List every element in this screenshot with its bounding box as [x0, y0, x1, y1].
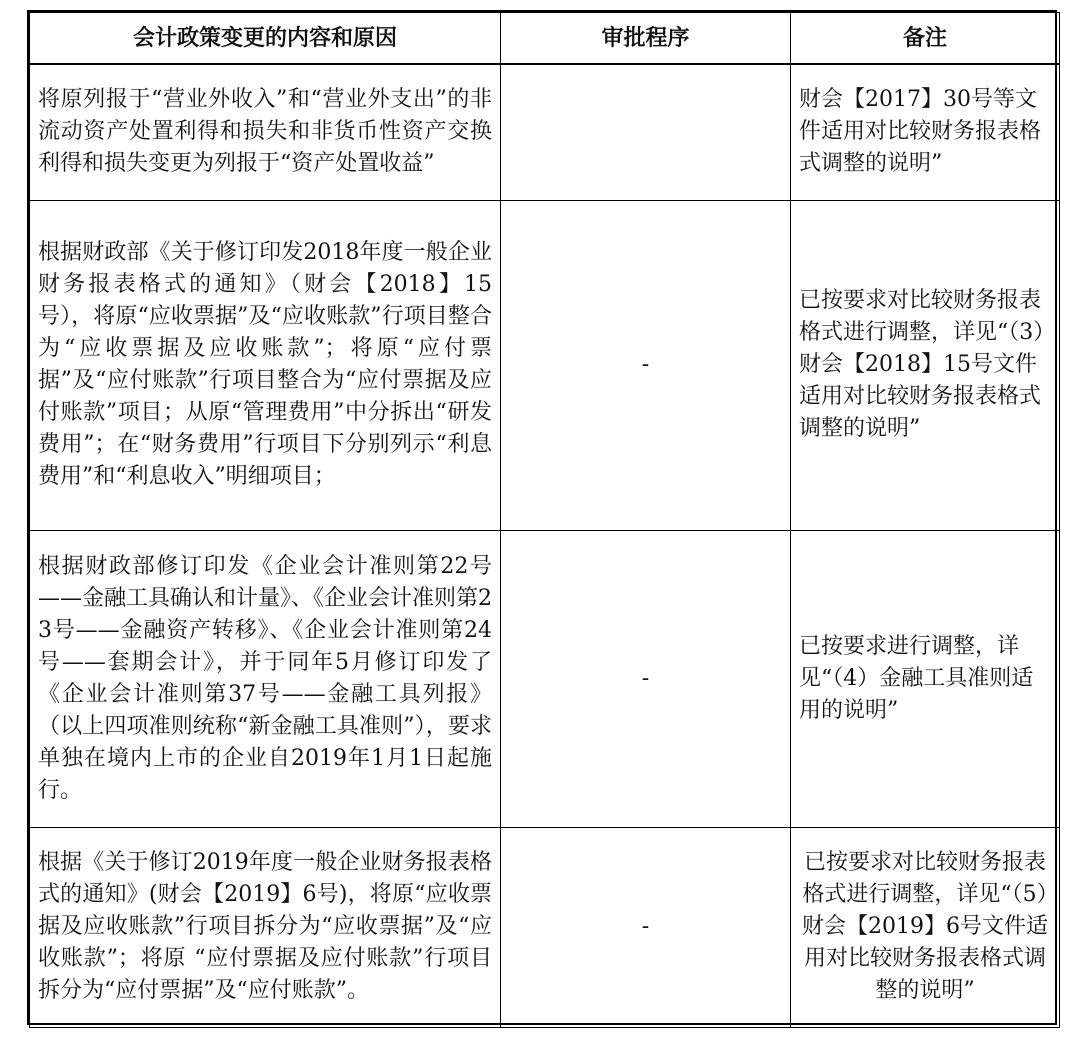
- table-row: [30, 200, 1060, 530]
- cell-content: 根据《关于修订2019年度一般企业财务报表格式的通知》(财会【2019】6号)，将原“应收票据及应收账款”行项目拆分为“应收票据”及“应收账款”；将原 “应付票据及应付账款”行项目拆分为“应付票据”及“应付账款”。: [30, 827, 501, 1027]
- table-row: [30, 530, 1060, 827]
- table-row: [30, 64, 1060, 200]
- cell-note: 已按要求对比较财务报表格式进行调整，详见“（5）财会【2019】6号文件适用对比较财务报表格式调整的说明”: [791, 827, 1060, 1027]
- table-header-row: [30, 13, 1060, 65]
- cell-note: 已按要求进行调整，详见“（4）金融工具准则适用的说明”: [791, 530, 1060, 827]
- column-header-note: 备注: [791, 13, 1060, 65]
- policy-change-table-container: [27, 10, 1057, 1025]
- cell-content: 将原列报于“营业外收入”和“营业外支出”的非流动资产处置利得和损失和非货币性资产交换利得和损失变更为列报于“资产处置收益”: [30, 64, 501, 200]
- table-row: [30, 827, 1060, 1027]
- column-header-approval: 审批程序: [501, 13, 791, 65]
- cell-content: 根据财政部《关于修订印发2018年度一般企业财务报表格式的通知》（财会【2018】15号），将原“应收票据”及“应收账款”行项目整合为“应收票据及应收账款”；将原“应付票据”及“应付账款”行项目整合为“应付票据及应付账款”项目；从原“管理费用”中分拆出“研发费用”；在“财务费用”行项目下分别列示“利息费用”和“利息收入”明细项目；: [30, 200, 501, 530]
- cell-approval: [501, 64, 791, 200]
- cell-approval: -: [501, 530, 791, 827]
- policy-change-table: [29, 12, 1060, 1028]
- cell-content: 根据财政部修订印发《企业会计准则第22号——金融工具确认和计量》、《企业会计准则第23号——金融资产转移》、《企业会计准则第24号——套期会计》，并于同年5月修订印发了《企业会计准则第37号——金融工具列报》（以上四项准则统称“新金融工具准则”），要求单独在境内上市的企业自2019年1月1日起施行。: [30, 530, 501, 827]
- cell-approval: -: [501, 200, 791, 530]
- cell-note: 已按要求对比较财务报表格式进行调整，详见“（3）财会【2018】15号文件适用对比较财务报表格式调整的说明”: [791, 200, 1060, 530]
- column-header-content: 会计政策变更的内容和原因: [30, 13, 501, 65]
- cell-note: 财会【2017】30号等文件适用对比较财务报表格式调整的说明”: [791, 64, 1060, 200]
- cell-approval: -: [501, 827, 791, 1027]
